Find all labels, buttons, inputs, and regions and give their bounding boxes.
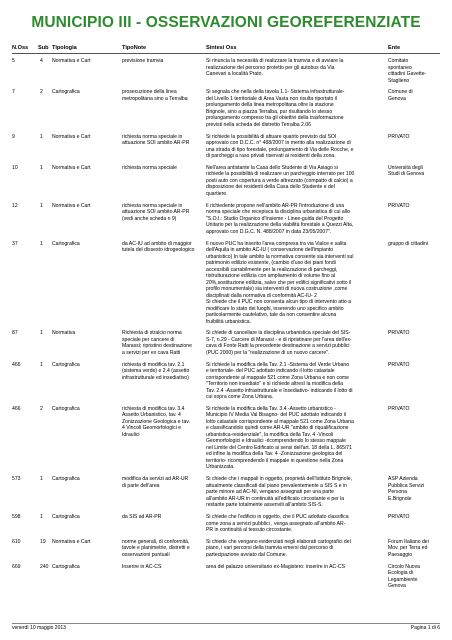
obs-ente-line: PRIVATO (388, 514, 410, 520)
obs-sintesi-line: partecipazione avviato dal Comune. (206, 551, 287, 558)
obs-sintesi-line: Il nuovo PUC ha inserito l'area compresa tra via Vialce e salita (206, 240, 347, 247)
obs-sintesi (206, 514, 383, 534)
obs-tipo-note-line: tutela del dissesto idrogeologico (122, 247, 195, 253)
obs-ente (388, 362, 443, 369)
obs-sintesi (206, 58, 383, 78)
obs-ente-line: Genova (388, 583, 406, 590)
obs-sintesi-line: Si chiede che l'edificio in oggetto, che il PUC adottato classifica (206, 514, 349, 520)
obs-tipologia: Cartografica (52, 514, 80, 520)
obs-tipo-note-line: Richiesta di stralcio norma (122, 330, 182, 337)
obs-ente-line: Paesaggio (388, 551, 413, 558)
obs-sintesi-line: richiede la possibilità di realizzare un parcheggio interrato per 100 (206, 171, 355, 178)
obs-sintesi-line: fruibilità urbanistica. (206, 318, 252, 325)
obs-tipologia: Cartografica (52, 476, 80, 483)
obs-tipo-note-line: speciale per cancere di (122, 336, 175, 343)
obs-number: 87 (12, 330, 18, 337)
obs-sintesi-line: del Livello 1 territoriale di Area Vasta non risulta riportato il (206, 95, 337, 102)
obs-sintesi-line: Si chiede che vengano evidenziati negli elaborati cartografici del (206, 538, 351, 545)
obs-sintesi (206, 476, 383, 509)
obs-number: 669 (12, 563, 21, 570)
header-sintesi: Sintesi Oss (206, 45, 237, 51)
obs-tipo-note-line: tavole e planimetrie, distretti e (122, 545, 190, 552)
obs-tipo-note-line: richiesta norma speciale (122, 164, 177, 171)
obs-number: 7 (12, 89, 15, 96)
obs-sintesi-line: Tav. 2.4 -Assetto infrastrutturale e Insediativo- indicando il lotto di (206, 387, 353, 394)
header-ente: Ente (388, 45, 401, 51)
obs-sintesi (206, 134, 383, 160)
obs-tipo-note (122, 134, 202, 147)
obs-sub: 1 (40, 133, 43, 140)
obs-sintesi-line: approvato con D.C.C. n° 488/2007 in merito alla realizzazione di (206, 140, 351, 147)
obs-sub: 1 (40, 330, 43, 337)
obs-tipo-note-line: Zonizzazione Geologica e tav. (122, 418, 190, 425)
obs-sintesi-line: territorio- ricomprendendo il mappale in questione nella Zona (206, 457, 344, 464)
obs-sintesi (206, 539, 383, 559)
header-tipo-note: TipoNote (122, 45, 147, 51)
obs-sintesi-line: quartiere. (206, 190, 228, 197)
obs-sintesi-line: Unitario per la realizzazione della viabilità forestale a Quezzi Alta, (206, 222, 354, 229)
obs-sintesi-line: Brignole, sino a piazza Terralba, pur risultando lo stesso (206, 108, 333, 115)
obs-sintesi-line: e classificandolo quindi come AR-UR "ambito di riqualificazione (206, 425, 349, 432)
obs-sintesi-line: realizzazione del percorso protetto per gli autobus da Via (206, 64, 335, 71)
obs-tipo-note-line: richiesta norma speciale in (122, 202, 183, 209)
obs-sintesi-line: S-7, n.29 - Carcere di Marassi - e di ripristinare per l'area dell'ex- (206, 336, 352, 343)
obs-tipologia: Normativa e Cart (52, 133, 91, 140)
obs-tipologia: Normativa e Cart (52, 58, 91, 64)
obs-sintesi (206, 203, 383, 236)
header-n-oss: N.Oss (12, 45, 29, 51)
obs-sintesi-line: Nell'area antistante la Casa dello Studente di Via Asiago si (206, 164, 338, 171)
obs-ente-line: gruppo di cittadini (388, 240, 428, 247)
footer-date: venerdì 10 maggio 2013 (12, 625, 66, 631)
obs-ente-line: Circolo Nuova (388, 563, 420, 570)
obs-sintesi-line: Si rinuncia la necessità di realizzare la tramvia e di avviare la (206, 58, 344, 64)
obs-ente-line: E.Brignole (388, 495, 412, 502)
obs-tipologia: Normativa e Cart (52, 202, 91, 209)
obs-sintesi-line: approvato con D.G.C. N. 488/2007 in data 23/05/2007". (206, 228, 332, 235)
obs-sintesi-line: cui sopra come Zona Urbana. (206, 394, 274, 401)
obs-tipo-note (122, 165, 202, 172)
obs-tipologia: Cartografica (52, 563, 80, 570)
obs-sintesi-line: "S.O.I.: Studio Organico d'Insieme - Linee-guida del Progetto (206, 215, 344, 222)
obs-ente-line: PRIVATO (388, 361, 410, 368)
obs-sintesi-line: urbanistica-residenziale", la modifica della Tav. 4 -Vincoli (206, 431, 334, 438)
obs-tipologia: Normativa e Cart (52, 164, 91, 171)
obs-tipo-note-line: metropolitana sino a Terralba (122, 95, 188, 102)
obs-ente-line: Genova (388, 95, 406, 102)
obs-sintesi-line: prolungamento della linea metropolitana oltre la stazione (206, 102, 334, 109)
obs-sintesi-line: PR in continuità al tessuto circostante. (206, 527, 293, 533)
obs-sintesi-line: particolarmente cautelativo, tale da non consentire alcuna (206, 312, 337, 318)
obs-ente-line: Ecologia di (388, 570, 413, 577)
obs-sintesi-line: restante parte totalmente assenviti all'ambito SIS-S. (206, 502, 323, 509)
obs-number: 9 (12, 133, 15, 140)
obs-sintesi-line: "Territorio non insediato" e si richiede altresì la modifica della (206, 381, 343, 388)
header-sub: Sub (38, 45, 49, 51)
obs-tipo-note-line: Marassi; ripristino destinazione (122, 343, 192, 350)
obs-sintesi-line: Il richiedente propone nell'ambito AR-PR l'introduzione di una (206, 202, 345, 209)
obs-tipo-note (122, 564, 202, 571)
obs-number: 466 (12, 405, 21, 412)
obs-number: 37 (12, 240, 18, 247)
obs-sintesi-line: come zona a servizi pubblici , venga assegnato all'ambito AR- (206, 520, 346, 527)
obs-tipologia: Cartografica (52, 361, 80, 368)
obs-sintesi-line: Si richiede la possibilità di attuare quanto previsto dal SOI (206, 133, 337, 140)
obs-sintesi-line: dell'Aquila in ambito AC-IU ( conservazione dell'impianto (206, 247, 334, 253)
obs-ente-line: PRIVATO (388, 133, 410, 140)
obs-ente (388, 476, 443, 502)
obs-number: 466 (12, 361, 21, 368)
obs-sintesi-line: profilo monumentale) sia interventi di nuova costruzione ,come (206, 286, 348, 292)
obs-tipo-note-line: osservazioni puntuali (122, 551, 170, 558)
obs-sub: 4 (40, 58, 43, 64)
obs-tipo-note-line: previsione tramvia (122, 58, 164, 64)
obs-tipo-note-line: (vedi anche scheda n 9) (122, 215, 177, 222)
obs-sintesi-line: all'ambito AR-UR in continuità all'edificato circostante e per la (206, 495, 345, 502)
obs-sintesi (206, 241, 383, 326)
obs-sintesi-line: Si chiede che i mappali in oggetto, proprietà dell'Istituto Brignole, (206, 476, 352, 483)
obs-ente (388, 330, 443, 337)
obs-sub: 1 (40, 202, 43, 209)
obs-sintesi-line: previsti nella scheda del distretto Terralba 2.06 (206, 121, 311, 128)
obs-sintesi-line: posti auto con copertura a verde attrezzato (compatto di calcio) a (206, 177, 353, 184)
footer-page: Pagina 1 di 6 (410, 625, 440, 631)
obs-tipo-note-line: infrastrutturale ed insediativo) (122, 374, 189, 381)
obs-ente (388, 406, 443, 413)
obs-sub: 1 (40, 476, 43, 483)
obs-number: 10 (12, 164, 18, 171)
obs-sintesi (206, 330, 383, 356)
obs-sintesi-line: Si richiede la modifica della Tav. 2.1 -Sistema del Verde Urbano (206, 361, 350, 368)
obs-sintesi-line: patrimonio edilizio esistente, (cambio d'uso dei piani fondi (206, 260, 336, 266)
obs-sintesi-line: urbanistico) In tale ambito la normativa consente sia interventi sul (206, 253, 354, 260)
obs-tipo-note-line: attuazione SOI ambito AR-PR (122, 140, 190, 147)
obs-sintesi-line: (PUC 2000) per la "realizzazione di un nuovo carcere". (206, 349, 330, 356)
obs-sintesi-line: lotto catastale corrispondente al mappale 521 come Zona Urbana (206, 418, 354, 425)
obs-sintesi-line: Geomorfologici e Idraulici -ricomprendendo lo stesso mappale (206, 438, 346, 445)
obs-tipo-note-line: 4 Vincoli Geomorfologici e (122, 425, 182, 432)
obs-number: 598 (12, 514, 21, 520)
obs-sub: 1 (40, 164, 43, 171)
obs-tipo-note-line: prosecuzione della linea (122, 89, 177, 96)
obs-tipologia: Normativa (52, 330, 76, 337)
obs-sintesi-line: Municipio IV Media Val Bisagno- del PUC adottato indicando il (206, 412, 347, 419)
obs-ente (388, 203, 443, 210)
obs-tipo-note-line: di parte dell'area (122, 482, 160, 489)
obs-tipo-note-line: a servizi per ex cava Ratti (122, 349, 181, 356)
obs-ente-line: spontaneo (388, 64, 412, 71)
obs-sub: 240 (40, 563, 49, 570)
obs-sub: 2 (40, 405, 43, 412)
obs-tipo-note-line: richiesta di modifica tav. 2.1 (122, 361, 185, 368)
obs-sintesi-line: Si chiede che il PUC non consenta alcun tipo di intervento atto a (206, 299, 351, 305)
obs-tipo-note (122, 203, 202, 223)
obs-ente-line: Comune di (388, 89, 413, 96)
obs-ente (388, 539, 443, 559)
obs-ente (388, 241, 443, 248)
obs-sub: 2 (40, 89, 43, 96)
obs-sintesi (206, 165, 383, 198)
obs-tipo-note-line: richiesta di modifica tav. 3.4 (122, 405, 185, 412)
obs-ente-line: Pubblica Servizi (388, 482, 425, 489)
obs-sintesi-line: Urbanizzata. (206, 464, 235, 471)
obs-number: 573 (12, 476, 21, 483)
obs-sintesi-line: di parcheggi a raso privati riservati ai residenti della zona. (206, 153, 336, 160)
obs-ente-line: Legambiente (388, 576, 418, 583)
obs-number: 5 (12, 58, 15, 64)
obs-tipo-note (122, 476, 202, 489)
obs-sintesi-line: Si richiede la modifica della Tav. 3.4 -Assetto urbanistico - (206, 405, 336, 412)
obs-tipologia: Cartografica (52, 89, 80, 96)
obs-sintesi-line: area del palazzo universitario ex-Magistero: inserire in AC-CS (206, 563, 346, 570)
obs-tipo-note (122, 406, 202, 439)
obs-sintesi (206, 564, 383, 571)
obs-tipologia: Normativa e Cart (52, 538, 91, 545)
obs-sintesi-line: una strada di tipo forestale, prolungamento di Via delle Rocche, e (206, 146, 354, 153)
obs-sintesi-line: e territoriale- del PUC adottato indicando il lotto catastale (206, 368, 335, 375)
obs-ente (388, 165, 443, 178)
obs-ente-line: PRIVATO (388, 330, 410, 337)
obs-ente (388, 89, 443, 102)
obs-ente-line: cittadini Gavette- (388, 71, 427, 77)
obs-sintesi-line: attualmente classificati dal piano prevalentemente a SIS S e in (206, 482, 348, 489)
obs-sintesi-line: 20%,sostituzione edilizia, salvo che per edifici significativi sotto il (206, 279, 352, 286)
obs-sintesi-line: Si segnala che nella della tavola 1.1- Sistema infrastrutturale- (206, 89, 345, 96)
obs-ente (388, 134, 443, 141)
obs-sub: 19 (40, 538, 46, 545)
obs-sub: 1 (40, 514, 43, 520)
obs-ente-line: Forum Italiano dei (388, 538, 429, 545)
obs-sintesi (206, 406, 383, 471)
obs-tipo-note-line: Assetto Urbanistico, tav. 4 (122, 412, 181, 419)
obs-tipo-note (122, 514, 202, 521)
obs-sub: 1 (40, 361, 43, 368)
obs-sintesi-line: Si chiede di cancellare la disciplina urbanistica speciale del SIS- (206, 330, 351, 337)
obs-sintesi-line: corrispondente al mappale 521 come Zona Urbana e non come (206, 374, 349, 381)
obs-tipologia: Cartografica (52, 405, 80, 412)
obs-sintesi (206, 89, 383, 128)
obs-tipo-note (122, 539, 202, 559)
obs-sintesi-line: accessibili carrabilmente per la realizzazione di parcheggi, (206, 266, 338, 273)
obs-sintesi-line: nel Limite del Centro Edificato ai sensi dell'art. 18 della L. 865/71 (206, 444, 352, 451)
obs-tipo-note-line: Idraulici (122, 431, 140, 438)
obs-ente-line: Studi di Genova (388, 171, 425, 178)
obs-sintesi-line: piano, i vari percorsi della tramvia emersi dal percorso di (206, 545, 334, 552)
obs-tipo-note-line: (sistema verde) e 2.4 (assetto (122, 368, 190, 375)
page-title: MUNICIPIO III - OSSERVAZIONI GEOREFERENZIATE (31, 14, 421, 31)
obs-tipo-note (122, 362, 202, 382)
obs-ente (388, 564, 443, 590)
obs-ente-line: PRIVATO (388, 405, 410, 412)
obs-ente-line: Comitato (388, 58, 409, 64)
obs-sintesi-line: ristrutturazione edilizia con ampliamento di volume fino al (206, 273, 336, 279)
obs-tipo-note (122, 241, 202, 254)
obs-tipo-note (122, 58, 202, 65)
header-rule (12, 53, 440, 54)
obs-sintesi-line: Canevari a località Prato. (206, 71, 263, 77)
obs-sintesi-line: prolungamento compreso tra gli obiettivi della trasformazione (206, 115, 344, 122)
obs-sintesi-line: modificare lo stato dei luoghi, inserendo uno specifico ambito (206, 305, 344, 312)
obs-sub: 1 (40, 240, 43, 247)
footer-rule (12, 623, 440, 624)
obs-ente-line: ASP Azienda (388, 476, 418, 483)
obs-sintesi (206, 362, 383, 401)
obs-tipo-note-line: richiesta norma speciale in (122, 133, 183, 140)
obs-tipo-note-line: da AC-IU ad ambito di maggior (122, 240, 192, 247)
obs-ente (388, 58, 443, 84)
obs-sintesi-line: disposizione dei residenti della Casa dello Studente e del (206, 184, 335, 191)
obs-ente-line: Università degli (388, 164, 423, 171)
obs-tipo-note (122, 89, 202, 102)
obs-tipo-note-line: norme generali, di conformità, (122, 538, 190, 545)
obs-tipo-note-line: Inserire in AC-CS (122, 563, 162, 570)
obs-number: 12 (12, 202, 18, 209)
obs-ente-line: Staglieno (388, 77, 410, 84)
obs-ente-line: PRIVATO (388, 202, 410, 209)
obs-tipo-note (122, 330, 202, 356)
header-tipologia: Tipologia (52, 45, 77, 51)
obs-tipologia: Cartografica (52, 240, 80, 247)
obs-number: 610 (12, 538, 21, 545)
obs-sintesi-line: cava di Fonte Ratti la precedente destinazione a servizi pubblici (206, 343, 350, 350)
obs-ente-line: Mov. per Terra ed (388, 545, 428, 552)
obs-sintesi-line: parte minore ad AC-NI, vengano assegnati per una parte (206, 489, 334, 496)
obs-sintesi-line: disciplinati dalla normativa di conformità AC-IU- 2 (206, 292, 317, 299)
obs-tipo-note-line: modifica da servizi ad AR-UR (122, 476, 189, 483)
obs-ente (388, 514, 443, 521)
obs-tipo-note-line: attuazione SOI ambito AR-PR (122, 209, 190, 216)
obs-ente-line: Persona (388, 489, 407, 496)
obs-tipo-note-line: da SIS ad AR-PR (122, 514, 162, 520)
obs-sintesi-line: norma speciale che recepisca la disciplina urbanistica di cui allo (206, 209, 350, 216)
obs-sintesi-line: ed infine la modifica della Tav. 4 -Zonizzazione geologica del (206, 451, 343, 458)
